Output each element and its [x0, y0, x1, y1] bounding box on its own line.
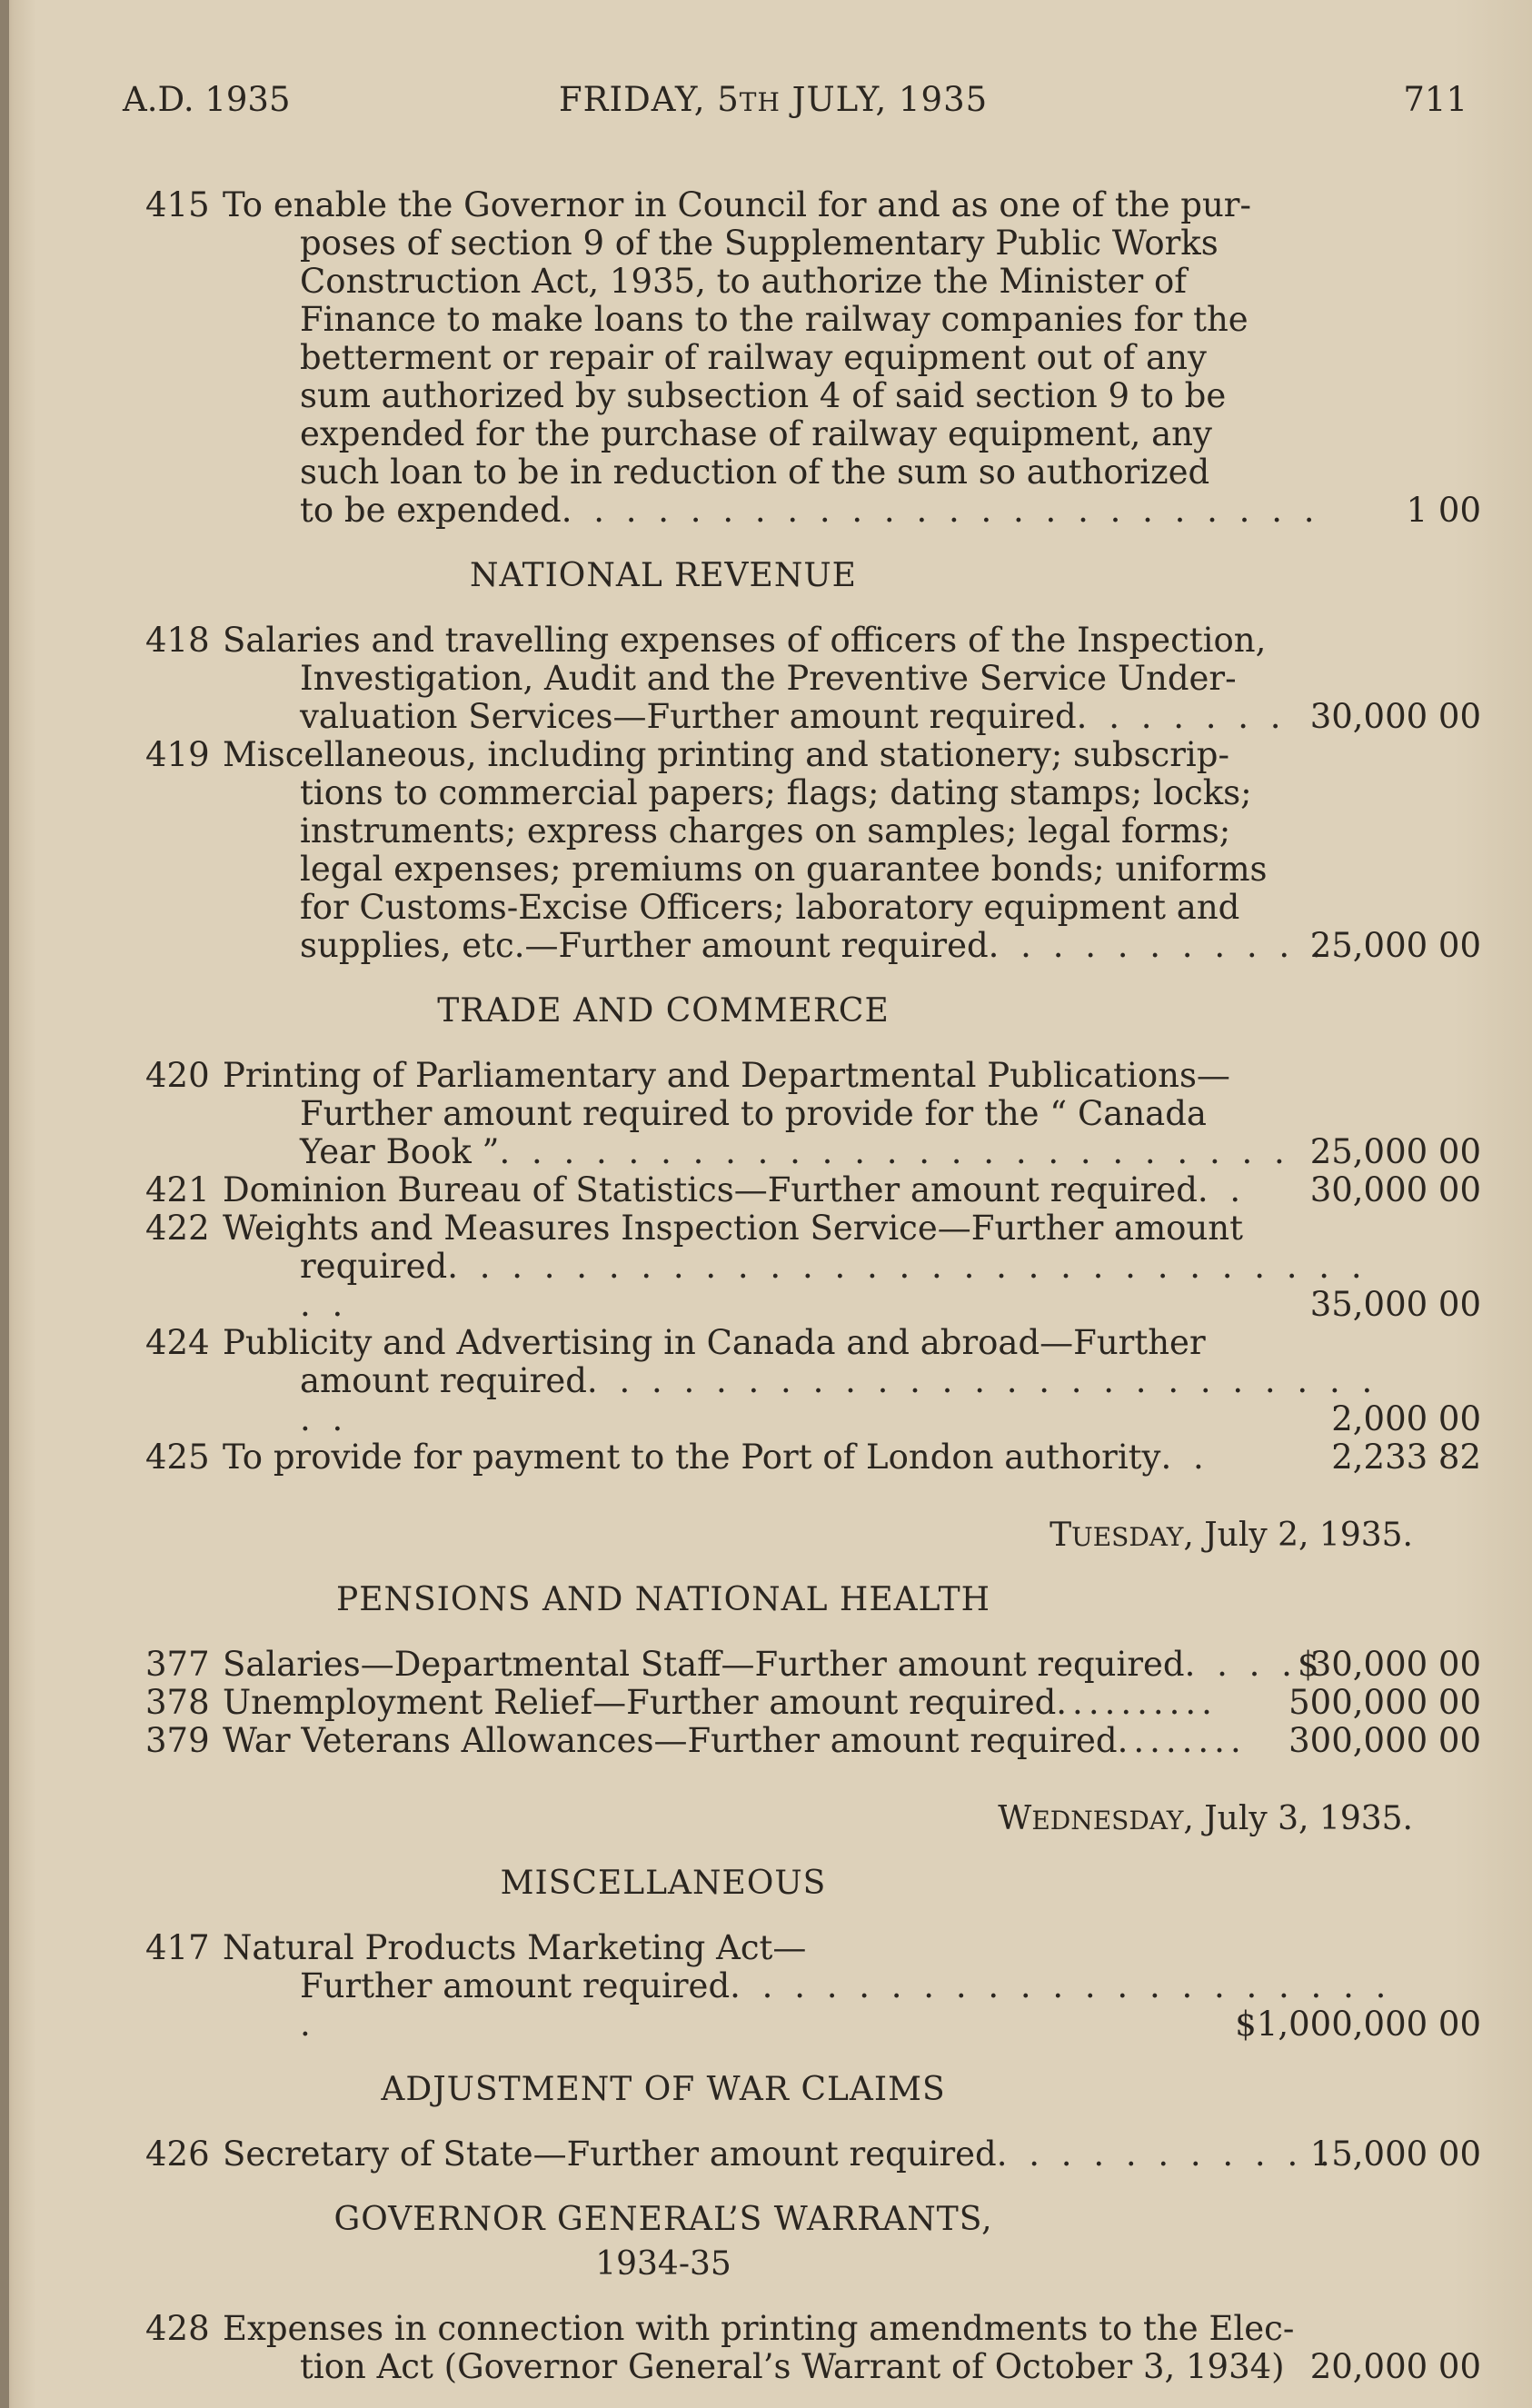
item-number: 418 [145, 621, 210, 660]
item-text [223, 1722, 1395, 1760]
day-initial: W [998, 1800, 1032, 1837]
header-date-suffix: TH [739, 87, 781, 117]
item-text-line: To enable the Governor in Council for and as one of the pur- [223, 185, 1251, 224]
item-number: 378 [145, 1683, 210, 1722]
item-text-last: Salaries—Departmental Staff—Further amount required [223, 1645, 1185, 1684]
header-date-post: JULY, 1935 [780, 80, 989, 119]
item-text-line [223, 1967, 1395, 2044]
item-422 [145, 1209, 1490, 1324]
item-text-line: Expenses in connection with printing amendments to the Elec- [223, 2309, 1295, 2348]
item-417 [145, 1929, 1490, 2044]
item-text-line: betterment or repair of railway equipment out of any [300, 338, 1207, 377]
item-text-line: instruments; express charges on samples; legal forms; [300, 811, 1231, 851]
section-title-pensions: PENSIONS AND NATIONAL HEALTH [336, 1581, 990, 1618]
page-content [145, 186, 1490, 2386]
day-initial: T [1050, 1517, 1072, 1554]
item-number: 425 [145, 1438, 210, 1477]
item-text-last: supplies, etc.—Further amount required [300, 926, 989, 965]
item-text [223, 1929, 1395, 2044]
item-text-line [223, 1646, 1395, 1684]
date-text: , July 2, 1935. [1183, 1517, 1413, 1554]
item-text-last: Dominion Bureau of Statistics—Further amount required [223, 1170, 1198, 1209]
item-424 [145, 1324, 1490, 1438]
item-text-line: Salaries and travelling expenses of officers of the Inspection, [223, 621, 1267, 660]
item-text-last: tion Act (Governor General’s Warrant of October 3, 1934) [300, 2347, 1285, 2386]
item-text-last: required [300, 1247, 448, 1286]
item-425 [145, 1438, 1490, 1477]
header-date [559, 80, 988, 119]
item-text-last: to be expended [300, 491, 562, 530]
item-418 [145, 622, 1490, 736]
leader-dots: . . . . . . . . . . . . . . . . . . . . . . . . . . . . . . . [300, 1247, 1368, 1324]
item-amount: 20,000 00 [1309, 2347, 1481, 2386]
date-line-tuesday [145, 1517, 1413, 1554]
item-text [223, 1324, 1395, 1438]
item-text [223, 1438, 1395, 1477]
item-text-line [223, 1171, 1395, 1209]
item-text [223, 1209, 1395, 1324]
item-text-line [223, 492, 1395, 530]
item-text-line: Investigation, Audit and the Preventive Service Under- [300, 659, 1237, 698]
item-text-last: Unemployment Relief—Further amount required [223, 1683, 1057, 1722]
item-number: 419 [145, 735, 210, 774]
item-amount: 25,000 00 [1309, 926, 1481, 965]
leader-dots: . . . . . . . . . . . . . . . . . . . . . . . . . [499, 1132, 1290, 1171]
item-amount: $1,000,000 00 [1235, 2005, 1481, 2044]
leader-dots: .......... [1056, 1683, 1218, 1722]
leader-dots: . . . . . . . [1076, 697, 1287, 736]
section-title-warrants: GOVERNOR GENERAL’S WARRANTS, [333, 2201, 993, 2238]
section-title-miscellaneous: MISCELLANEOUS [500, 1865, 827, 1902]
leader-dots: . . . . . . . . . . . . . . . . . . . . . . [300, 1966, 1392, 2044]
day-rest: EDNESDAY [1031, 1806, 1184, 1836]
book-spine-shadow [0, 0, 9, 2408]
item-377 [145, 1646, 1490, 1684]
item-text-last: Further amount required [300, 1966, 731, 2005]
leader-dots: . . . . . . . . . . . . . . . . . . . . . . . . [561, 491, 1320, 530]
item-text-line: poses of section 9 of the Supplementary Public Works [300, 224, 1219, 263]
item-text-line: such loan to be in reduction of the sum so authorized [300, 453, 1210, 492]
item-text-line [223, 1248, 1395, 1324]
item-amount: 300,000 00 [1288, 1721, 1481, 1760]
item-text [223, 1684, 1395, 1722]
section-title-national-revenue: NATIONAL REVENUE [470, 557, 857, 594]
item-amount: 30,000 00 [1309, 697, 1481, 736]
item-text-line: legal expenses; premiums on guarantee bonds; uniforms [300, 850, 1268, 889]
item-text-last: amount required [300, 1361, 587, 1400]
item-number: 421 [145, 1170, 210, 1209]
item-text [223, 2310, 1395, 2386]
item-amount: 15,000 00 [1309, 2134, 1481, 2174]
item-text-line: Printing of Parliamentary and Departmental Publications— [223, 1056, 1230, 1095]
leader-dots: . . . .$ [1184, 1645, 1325, 1684]
item-text [223, 186, 1395, 530]
item-text-line: Finance to make loans to the railway companies for the [300, 300, 1248, 339]
item-text-line [223, 1438, 1395, 1477]
item-415 [145, 186, 1490, 530]
item-text [223, 1057, 1395, 1171]
item-text-last: To provide for payment to the Port of London authority [223, 1438, 1161, 1477]
item-text-last: Secretary of State—Further amount required [223, 2134, 997, 2174]
item-421 [145, 1171, 1490, 1209]
item-amount: 25,000 00 [1309, 1132, 1481, 1171]
item-text [223, 1646, 1395, 1684]
item-text-line [223, 1684, 1395, 1722]
item-text-line: Weights and Measures Inspection Service—Further amount [223, 1209, 1243, 1248]
item-text-last: Year Book ” [300, 1132, 500, 1171]
leader-dots: ........ [1117, 1721, 1247, 1760]
item-text-line: Publicity and Advertising in Canada and abroad—Further [223, 1323, 1206, 1362]
page-number: 711 [1403, 80, 1467, 119]
item-text-line [223, 1722, 1395, 1760]
item-number: 420 [145, 1056, 210, 1095]
item-text-line: Construction Act, 1935, to authorize the Minister of [300, 262, 1187, 301]
item-text-line: expended for the purchase of railway equipment, any [300, 414, 1212, 453]
date-text: , July 3, 1935. [1183, 1800, 1413, 1837]
item-text-line [223, 2135, 1395, 2174]
item-amount: 500,000 00 [1288, 1683, 1481, 1722]
header-date-pre: FRIDAY, 5 [559, 80, 740, 119]
item-text-line: tions to commercial papers; flags; dating stamps; locks; [300, 773, 1252, 812]
item-number: 379 [145, 1721, 210, 1760]
item-text-line [223, 927, 1395, 965]
item-text-line: sum authorized by subsection 4 of said section 9 to be [300, 376, 1227, 415]
item-426 [145, 2135, 1490, 2174]
item-text-line: Natural Products Marketing Act— [223, 1928, 807, 1967]
item-amount: 2,233 82 [1331, 1438, 1481, 1477]
day-rest: UESDAY [1071, 1522, 1184, 1552]
item-amount: 35,000 00 [1309, 1285, 1481, 1324]
item-text [223, 1171, 1395, 1209]
item-number: 428 [145, 2309, 210, 2348]
header-year: A.D. 1935 [123, 80, 291, 119]
date-line-wednesday [145, 1800, 1413, 1837]
item-number: 426 [145, 2134, 210, 2174]
item-text-line: for Customs-Excise Officers; laboratory equipment and [300, 888, 1240, 927]
item-text-line [223, 1362, 1395, 1438]
item-text-line [223, 1133, 1395, 1171]
item-number: 422 [145, 1209, 210, 1248]
item-420 [145, 1057, 1490, 1171]
item-428 [145, 2310, 1490, 2386]
item-number: 417 [145, 1928, 210, 1967]
leader-dots: . . [1160, 1438, 1209, 1477]
item-419 [145, 736, 1490, 965]
section-title-war-claims: ADJUSTMENT OF WAR CLAIMS [381, 2071, 946, 2108]
item-text-last: War Veterans Allowances—Further amount required [223, 1721, 1118, 1760]
item-amount: 1 00 [1406, 491, 1481, 530]
item-amount: 30,000 00 [1309, 1170, 1481, 1209]
section-subtitle-warrants: 1934-35 [595, 2245, 731, 2283]
item-text [223, 622, 1395, 736]
item-text-line: Miscellaneous, including printing and stationery; subscrip- [223, 735, 1229, 774]
item-text-last: valuation Services—Further amount required [300, 697, 1077, 736]
item-text [223, 736, 1395, 965]
item-number: 424 [145, 1323, 210, 1362]
item-number: 377 [145, 1645, 210, 1684]
item-text [223, 2135, 1395, 2174]
page-header [123, 80, 1467, 125]
item-amount: 30,000 00 [1309, 1645, 1481, 1684]
leader-dots: . . . . . . . . . . . [988, 926, 1328, 965]
item-379 [145, 1722, 1490, 1760]
item-text-line: Further amount required to provide for the “ Canada [300, 1094, 1207, 1133]
item-378 [145, 1684, 1490, 1722]
item-amount: 2,000 00 [1331, 1399, 1481, 1438]
leader-dots: . . . . . . . . . . . . . . . . . . . . . . . . . . . [300, 1361, 1378, 1438]
leader-dots: . . [1197, 1170, 1247, 1209]
item-text-line [223, 698, 1395, 736]
leader-dots: . . . . . . . . . . . [996, 2134, 1336, 2174]
item-number: 415 [145, 185, 210, 224]
section-title-trade-commerce: TRADE AND COMMERCE [437, 992, 890, 1030]
